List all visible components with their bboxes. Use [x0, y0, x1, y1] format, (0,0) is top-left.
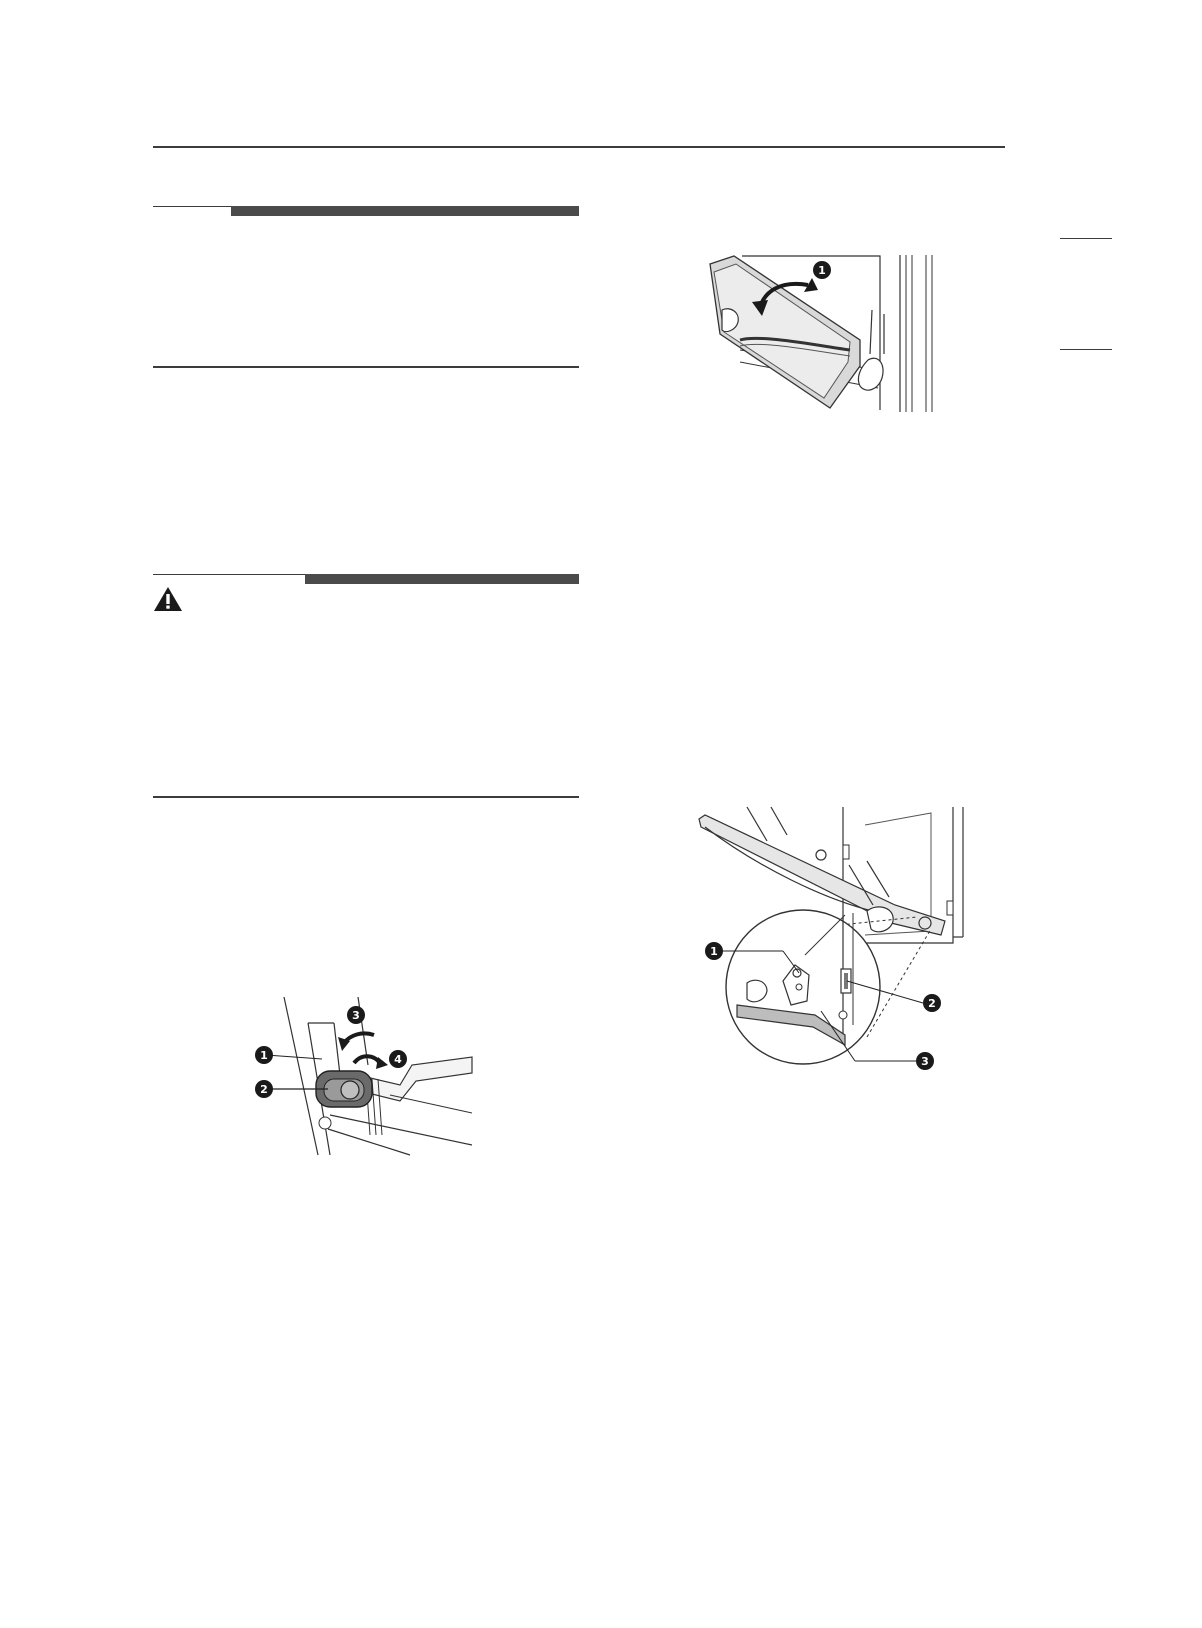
- callout-marker: [705, 942, 723, 960]
- callout-marker: [813, 261, 831, 279]
- callout-label: 3: [921, 1055, 929, 1068]
- section-divider-2: [153, 796, 579, 798]
- margin-tab-mark-top: [1060, 238, 1112, 239]
- section-header-bar-2: [305, 574, 579, 584]
- callout-marker: [389, 1050, 407, 1068]
- section-header-bar-1: [231, 206, 579, 216]
- callout-marker: [347, 1006, 365, 1024]
- callout-label: 4: [394, 1053, 402, 1066]
- top-rule: [153, 146, 1005, 148]
- figure-door-tilt: [700, 250, 940, 415]
- figure-door-removal: [695, 805, 985, 1080]
- callout-label: 1: [260, 1049, 268, 1062]
- margin-tab-mark-bottom: [1060, 349, 1112, 350]
- callout-marker: [255, 1046, 273, 1064]
- callout-marker: [255, 1080, 273, 1098]
- callout-label: 1: [818, 264, 826, 277]
- callout-marker: [916, 1052, 934, 1070]
- section-divider-1: [153, 366, 579, 368]
- callout-label: 3: [352, 1009, 360, 1022]
- figure-hinge-lock: [250, 995, 490, 1160]
- callout-label: 2: [260, 1083, 268, 1096]
- callout-label: 1: [710, 945, 718, 958]
- callout-marker: [923, 994, 941, 1012]
- callout-label: 2: [928, 997, 936, 1010]
- warning-triangle-icon: [153, 586, 183, 612]
